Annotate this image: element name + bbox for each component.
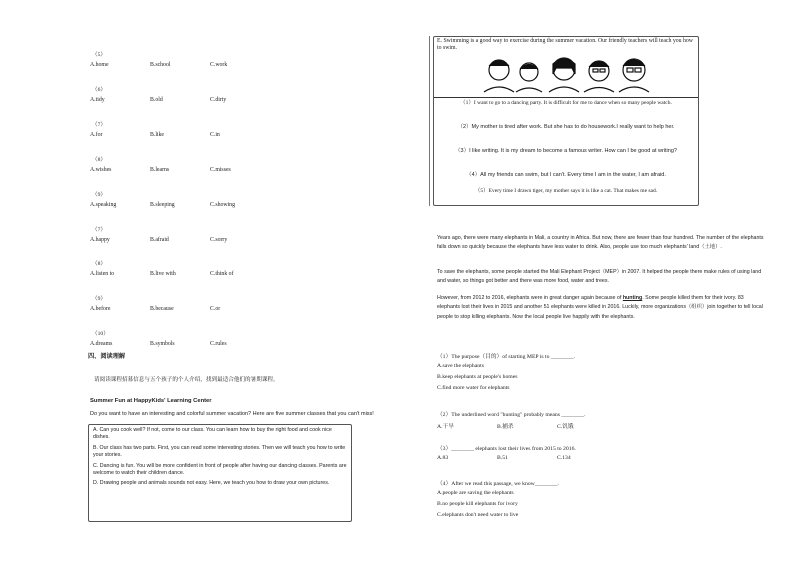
- column-divider: [429, 36, 430, 206]
- question-option[interactable]: A.干旱: [437, 424, 454, 430]
- class-d: D. Drawing people and animals sounds not easy. Here, we teach you how to draw your own pictures.: [93, 480, 330, 487]
- cloze-option-a[interactable]: A.happy: [90, 236, 110, 243]
- cloze-option-b[interactable]: B.afraid: [150, 236, 169, 243]
- kid-introduction: （5）Every time I drawn tiger, my mother says it is like a cat. That makes me sad.: [474, 188, 658, 194]
- cloze-option-b[interactable]: B.because: [150, 306, 174, 313]
- cloze-option-c[interactable]: C.sorry: [210, 236, 228, 243]
- question-option[interactable]: C.elephants don't need water to live: [437, 512, 519, 519]
- cloze-option-b[interactable]: B.symbols: [150, 341, 175, 348]
- cloze-number: （5）: [92, 52, 106, 58]
- cloze-option-b[interactable]: B.old: [150, 96, 163, 103]
- cloze-number: （9）: [92, 191, 106, 198]
- cloze-option-a[interactable]: A.wishes: [90, 166, 112, 173]
- children-illustration-icon: [474, 54, 664, 94]
- cloze-number: （10）: [92, 331, 109, 338]
- passage-paragraph-2: To save the elephants, some people started the Mali Elephant Project（MEP）in 2007. It helped the people there make rules of using land and water, so things got better and there was more food, water and trees.: [437, 269, 762, 285]
- cloze-option-a[interactable]: A.home: [90, 62, 109, 68]
- passage-paragraph-1: Years ago, there were many elephants in Mali, a country in Africa. But now, there are fewer than four hundred. The number of the elephants falls down so quickly because the elephants have less water to drink. Also, people use too much elephants' land（土地）.: [437, 235, 764, 251]
- cloze-option-c[interactable]: C.or: [210, 306, 221, 313]
- cloze-option-b[interactable]: B.school: [150, 62, 171, 68]
- cloze-number: （9）: [92, 296, 106, 303]
- question-stem: （3）________ elephants lost their lives from 2015 to 2016.: [437, 446, 576, 452]
- cloze-option-a[interactable]: A.tidy: [90, 96, 105, 103]
- paragraph-3-start: However, from 2012 to 2016, elephants were in great danger again because of: [437, 295, 623, 301]
- cloze-option-b[interactable]: B.sleeping: [150, 201, 175, 208]
- question-stem: （1）The purpose（目的）of starting MEP is to ________.: [437, 354, 576, 360]
- cloze-option-c[interactable]: C.in: [210, 131, 220, 138]
- question-option[interactable]: C.find more water for elephants: [437, 385, 510, 392]
- cloze-option-c[interactable]: C.misses: [210, 166, 231, 173]
- class-e-box: [433, 36, 699, 206]
- cloze-option-a[interactable]: A.for: [90, 131, 103, 138]
- kid-introduction: （1）I want to go to a dancing party. It is difficult for me to dance when so many people watch.: [460, 100, 672, 106]
- class-c: C. Dancing is fun. You will be more confident in front of people after having our dancing classes. Parents are welcome to watch their children dance.: [93, 462, 347, 477]
- class-a: A. Can you cook well? If not, come to our class. You can learn how to buy the right food and cook nice dishes.: [93, 427, 332, 441]
- question-stem: （4）After we read this passage, we know________.: [437, 481, 559, 487]
- cloze-option-b[interactable]: B.like: [150, 131, 165, 138]
- question-option[interactable]: A.save the elephants: [437, 363, 484, 369]
- passage-paragraph-3: [437, 294, 767, 322]
- cloze-option-a[interactable]: A.before: [90, 306, 111, 313]
- question-option[interactable]: C.134: [557, 455, 571, 461]
- underlined-word-hunting: hunting: [622, 295, 643, 301]
- kid-introduction: （2）My mother is tired after work. But she has to do housework.I really want to help her.: [457, 124, 675, 130]
- passage-heading: Summer Fun at HappyKids' Learning Center: [90, 398, 212, 404]
- cloze-option-b[interactable]: B.live with: [150, 271, 176, 278]
- cloze-option-a[interactable]: A.listen to: [90, 271, 115, 278]
- question-option[interactable]: A.83: [437, 455, 449, 461]
- cloze-number: （7）: [92, 121, 106, 128]
- cloze-option-c[interactable]: C.think of: [210, 271, 234, 278]
- cloze-number: （6）: [92, 86, 106, 93]
- cloze-number: （8）: [92, 261, 106, 268]
- kid-introduction: （3）I like writing. It is my dream to become a famous writer. How can I be good at writing?: [455, 148, 677, 154]
- cloze-option-c[interactable]: C.rules: [210, 341, 227, 348]
- summer-classes-box: [88, 424, 352, 522]
- cloze-option-c[interactable]: C.showing: [210, 201, 235, 208]
- passage-intro: Do you want to have an interesting and colorful summer vacation? Here are five summer classes that you can't miss!: [90, 411, 374, 417]
- question-option[interactable]: A.people are saving the elephants: [437, 490, 514, 496]
- question-option[interactable]: B.keep elephants at people's homes: [437, 374, 518, 381]
- question-option[interactable]: B.no people kill elephants for ivory: [437, 501, 518, 508]
- section-four-instruction: 请阅读课程招募信息与五个孩子的个人介绍，找到最适合他们的暑期课程。: [94, 377, 279, 383]
- question-option[interactable]: B.捕杀: [497, 424, 514, 430]
- question-option[interactable]: C.饥饿: [557, 424, 574, 430]
- question-stem: （2）The underlined word "hunting" probably means ________.: [437, 412, 586, 418]
- class-e-text: E. Swimming is a good way to exercise during the summer vacation. Our friendly teachers will teach you how to swim.: [437, 38, 693, 52]
- cloze-option-b[interactable]: B.learns: [150, 166, 170, 173]
- question-option[interactable]: B.51: [497, 455, 508, 461]
- cloze-option-c[interactable]: C.dirty: [210, 96, 227, 103]
- kid-introduction: （4）All my friends can swim, but I can't. Every time I am in the water, I am afraid.: [466, 172, 666, 178]
- paragraph-3-end: . Some people killed them for their ivory. 83 elephants lost their lives in 2015 and another 51 elephants were killed in 2016. Luckily, more organizations（组织）join together to tell local people to stop killing elephants. Now the local people live happily with the elephants.: [437, 295, 763, 320]
- class-b: B. Our class has two parts. First, you can read some interesting stories. Then we will teach you how to write your stories.: [93, 444, 346, 459]
- section-four-title: 四、阅读理解: [88, 353, 126, 360]
- cloze-option-a[interactable]: A.dreams: [90, 341, 113, 348]
- cloze-number: （8）: [92, 156, 106, 163]
- cloze-option-a[interactable]: A.speaking: [90, 201, 117, 208]
- cloze-option-c[interactable]: C.work: [210, 62, 228, 68]
- cloze-number: （7）: [92, 226, 106, 233]
